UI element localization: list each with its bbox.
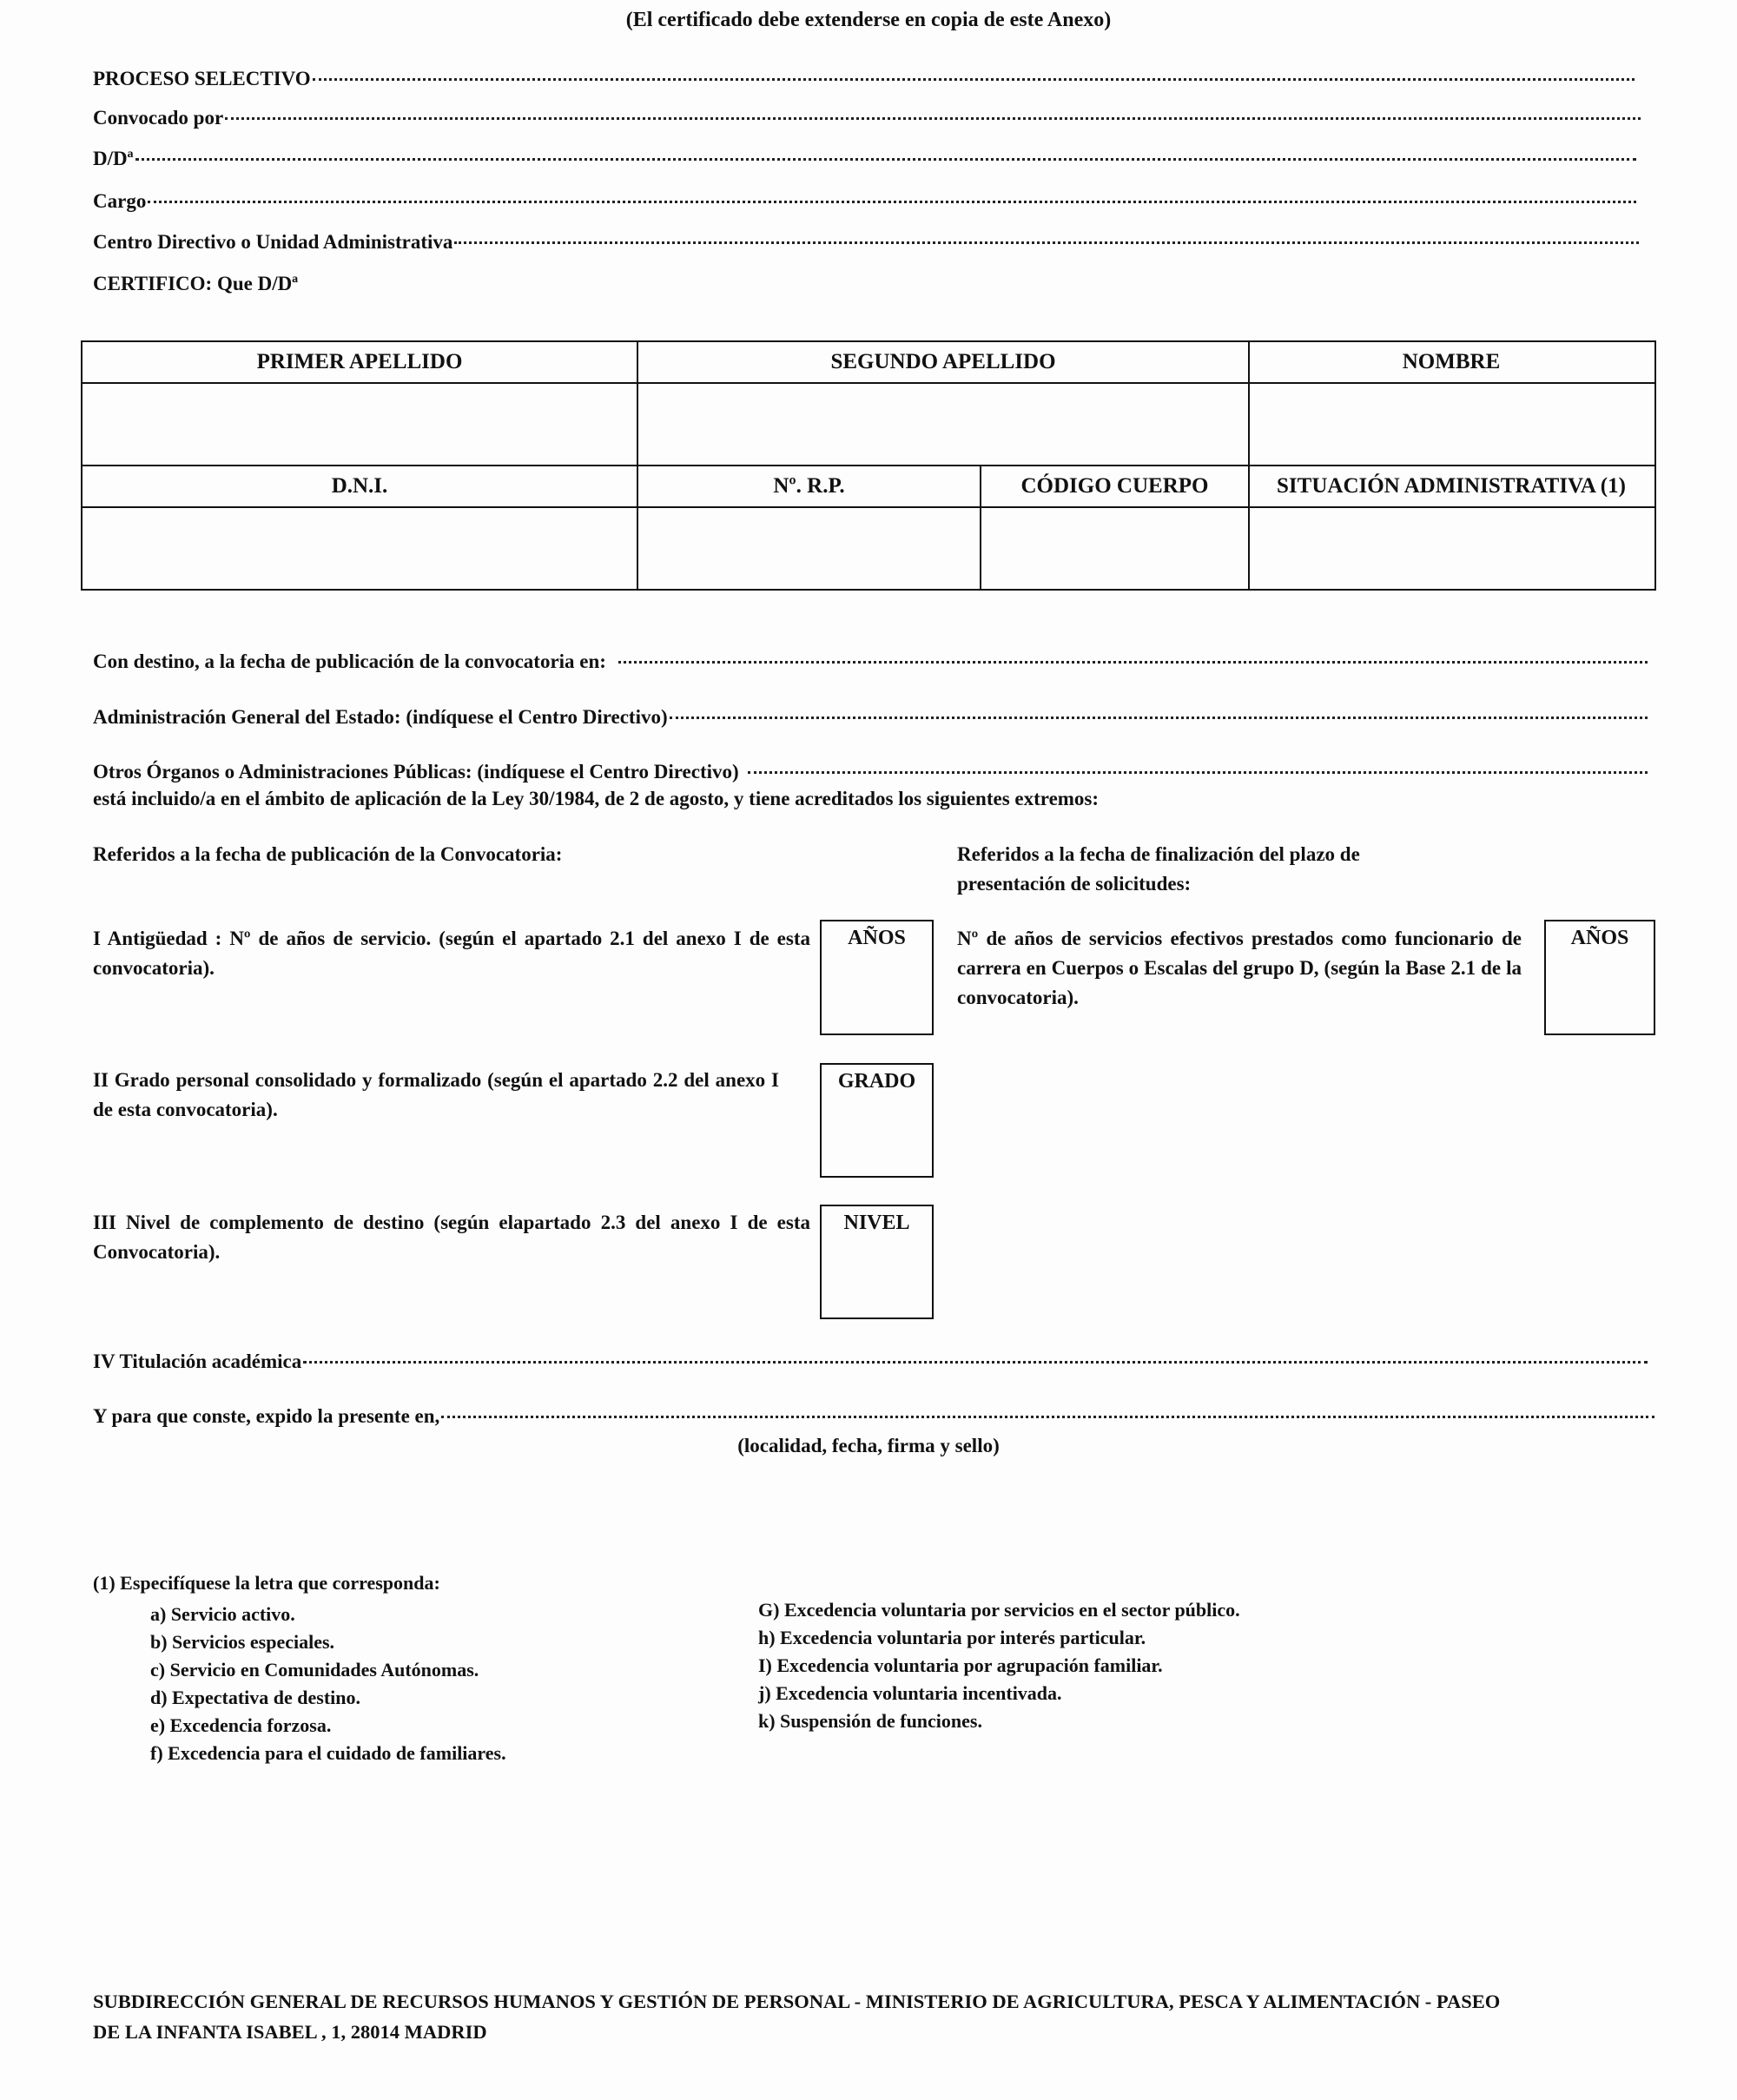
field-titulacion[interactable] — [93, 1349, 1648, 1375]
field-label: Convocado por — [93, 107, 224, 129]
cell-codigo-cuerpo[interactable] — [981, 508, 1248, 587]
item-nivel: III Nivel de complemento de destino (según elapartado 2.3 del anexo I de esta Convocatoria). — [93, 1212, 810, 1263]
field-label: Administración General del Estado: (indíquese el Centro Directivo) — [93, 706, 668, 728]
field-centro-directivo[interactable] — [93, 229, 1639, 255]
item-grado: II Grado personal consolidado y formalizado (según el apartado 2.2 del anexo I de esta convocatoria). — [93, 1069, 779, 1120]
box-anos-servicios[interactable]: AÑOS — [1544, 920, 1655, 1035]
cell-nrp[interactable] — [638, 508, 980, 587]
cell-situacion-administrativa[interactable] — [1250, 508, 1653, 587]
fill-line — [454, 241, 1639, 244]
notes-right-list — [758, 1596, 1240, 1735]
field-administracion-general[interactable] — [93, 704, 1648, 730]
list-item: I) Excedencia voluntaria por agrupación familiar. — [758, 1654, 1163, 1676]
col-primer-apellido: PRIMER APELLIDO — [256, 349, 463, 373]
field-dd[interactable] — [93, 146, 1636, 172]
footer-address — [93, 1986, 1726, 2047]
list-item: f) Excedencia para el cuidado de familiares. — [150, 1742, 506, 1764]
field-label: Con destino, a la fecha de publicación de la convocatoria en: — [93, 650, 606, 672]
cell-segundo-apellido[interactable] — [638, 384, 1248, 465]
ambito-text: está incluido/a en el ámbito de aplicación de la Ley 30/1984, de 2 de agosto, y tiene acreditados los siguientes extremos: — [93, 788, 1100, 809]
notes-intro: (1) Especifíquese la letra que corresponda: — [93, 1572, 440, 1594]
field-convocado-por[interactable] — [93, 105, 1641, 131]
fill-line — [748, 771, 1648, 774]
list-item: a) Servicio activo. — [150, 1603, 295, 1625]
field-label: D/Dª — [93, 148, 134, 169]
cell-dni[interactable] — [83, 508, 637, 587]
list-item: b) Servicios especiales. — [150, 1631, 335, 1653]
col-segundo-apellido: SEGUNDO APELLIDO — [830, 349, 1056, 373]
field-con-destino[interactable] — [93, 649, 1648, 675]
field-label: Otros Órganos o Administraciones Públicas: (indíquese el Centro Directivo) — [93, 761, 739, 783]
field-label: Y para que conste, expido la presente en, — [93, 1405, 440, 1427]
certifico-label: CERTIFICO: Que D/Dª — [93, 273, 299, 294]
col-situacion-administrativa: SITUACIÓN ADMINISTRATIVA (1) — [1277, 473, 1626, 498]
field-cargo[interactable] — [93, 188, 1636, 215]
field-label: Centro Directivo o Unidad Administrativa — [93, 231, 453, 253]
referidos-right-1: Referidos a la fecha de finalización del plazo de — [957, 843, 1360, 865]
field-label: Cargo — [93, 190, 147, 212]
footer-line-2: DE LA INFANTA ISABEL , 1, 28014 MADRID — [93, 2021, 487, 2043]
list-item: e) Excedencia forzosa. — [150, 1714, 332, 1736]
field-expido[interactable] — [93, 1403, 1654, 1430]
col-nrp: Nº. R.P. — [773, 473, 845, 498]
localidad-caption: (localidad, fecha, firma y sello) — [737, 1435, 1000, 1456]
box-anos-antiguedad[interactable]: AÑOS — [820, 920, 934, 1035]
list-item: k) Suspensión de funciones. — [758, 1710, 982, 1732]
col-dni: D.N.I. — [331, 473, 388, 498]
fill-line — [618, 661, 1648, 664]
fill-line — [148, 201, 1636, 203]
referidos-right-2: presentación de solicitudes: — [957, 873, 1192, 895]
field-label: PROCESO SELECTIVO — [93, 68, 311, 89]
box-grado[interactable]: GRADO — [820, 1063, 934, 1178]
col-nombre: NOMBRE — [1402, 349, 1501, 373]
item-antiguedad: I Antigüedad : Nº de años de servicio. (según el apartado 2.1 del anexo I de esta convocatoria). — [93, 928, 810, 979]
fill-line — [303, 1361, 1648, 1364]
cell-nombre[interactable] — [1250, 384, 1653, 465]
fill-line — [135, 158, 1636, 161]
box-nivel[interactable]: NIVEL — [820, 1205, 934, 1319]
notes-left-list — [150, 1601, 506, 1767]
list-item: c) Servicio en Comunidades Autónomas. — [150, 1659, 479, 1681]
fill-line — [225, 117, 1641, 120]
fill-line — [670, 717, 1648, 719]
field-proceso-selectivo[interactable] — [93, 66, 1635, 92]
list-item: h) Excedencia voluntaria por interés particular. — [758, 1627, 1146, 1648]
field-label: IV Titulación académica — [93, 1350, 302, 1372]
fill-line — [313, 78, 1635, 81]
list-item: j) Excedencia voluntaria incentivada. — [758, 1682, 1062, 1704]
list-item: d) Expectativa de destino. — [150, 1687, 360, 1708]
cell-primer-apellido[interactable] — [83, 384, 637, 465]
fill-line — [441, 1416, 1654, 1418]
referidos-left: Referidos a la fecha de publicación de la Convocatoria: — [93, 843, 563, 865]
footer-line-1: SUBDIRECCIÓN GENERAL DE RECURSOS HUMANOS Y GESTIÓN DE PERSONAL - MINISTERIO DE AGRICULTURA, PESCA Y ALIMENTACIÓN - PASEO — [93, 1991, 1501, 2012]
header-note: (El certificado debe extenderse en copia de este Anexo) — [625, 9, 1112, 31]
field-otros-organos[interactable] — [93, 759, 1648, 785]
col-codigo-cuerpo: CÓDIGO CUERPO — [1020, 473, 1209, 498]
item-servicios: Nº de años de servicios efectivos prestados como funcionario de carrera en Cuerpos o Escalas del grupo D, (según la Base 2.1 de la convocatoria). — [957, 928, 1522, 1008]
list-item: G) Excedencia voluntaria por servicios en el sector público. — [758, 1599, 1240, 1621]
